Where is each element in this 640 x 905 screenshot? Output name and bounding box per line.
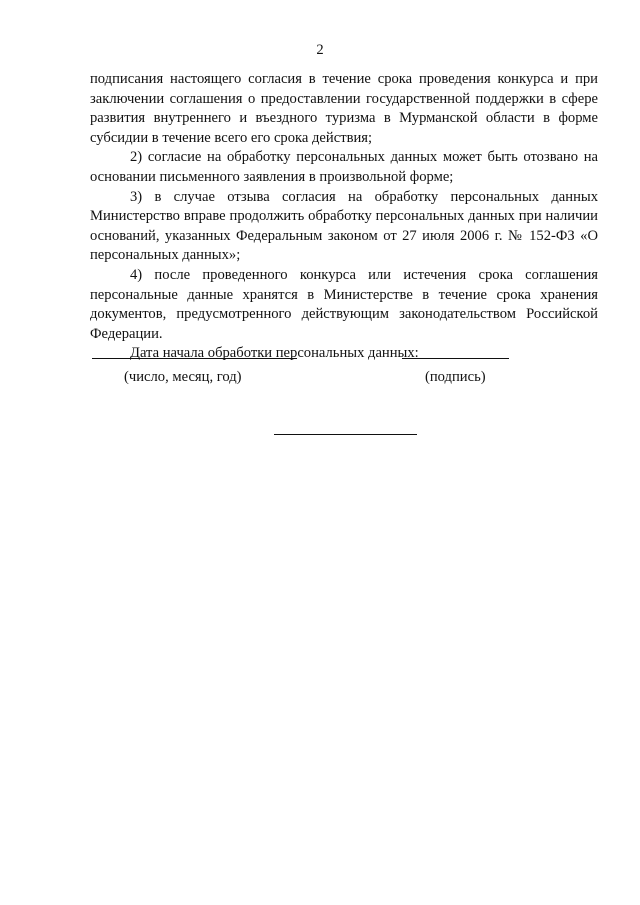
top-edge-marks [0, 0, 640, 4]
end-of-document-line [274, 434, 417, 435]
date-blank-line [92, 358, 297, 359]
paragraph-item-4: 4) после проведенного конкурса или истечения срока соглашения персональные данные хранятся в Министерстве в течение срока хранения документов, предусмотренного действующим законодательством Российской Федерации. [90, 266, 598, 342]
signature-block [0, 358, 640, 398]
paragraph-item-3: 3) в случае отзыва согласия на обработку персональных данных Министерство вправе продолжить обработку персональных данных при наличии оснований, указанных Федеральным законом от 27 июля 2006 г. № 152-ФЗ «О персональных данных»; [90, 188, 598, 264]
document-body [90, 70, 598, 364]
date-caption: (число, месяц, год) [124, 369, 242, 385]
paragraph-continuation: подписания настоящего согласия в течение срока проведения конкурса и при заключении соглашения о предоставлении государственной поддержки в сфере развития внутреннего и въездного туризма в Мурманской области в форме субсидии в течение всего его срока действия; [90, 71, 598, 146]
processing-start-date-label: Дата начала обработки персональных данных: [130, 345, 419, 362]
paragraph-item-2: 2) согласие на обработку персональных данных может быть отозвано на основании письменного заявления в произвольной форме; [90, 149, 598, 185]
page-number: 2 [316, 42, 324, 58]
signature-caption: (подпись) [425, 369, 486, 385]
signature-blank-line [402, 358, 509, 359]
